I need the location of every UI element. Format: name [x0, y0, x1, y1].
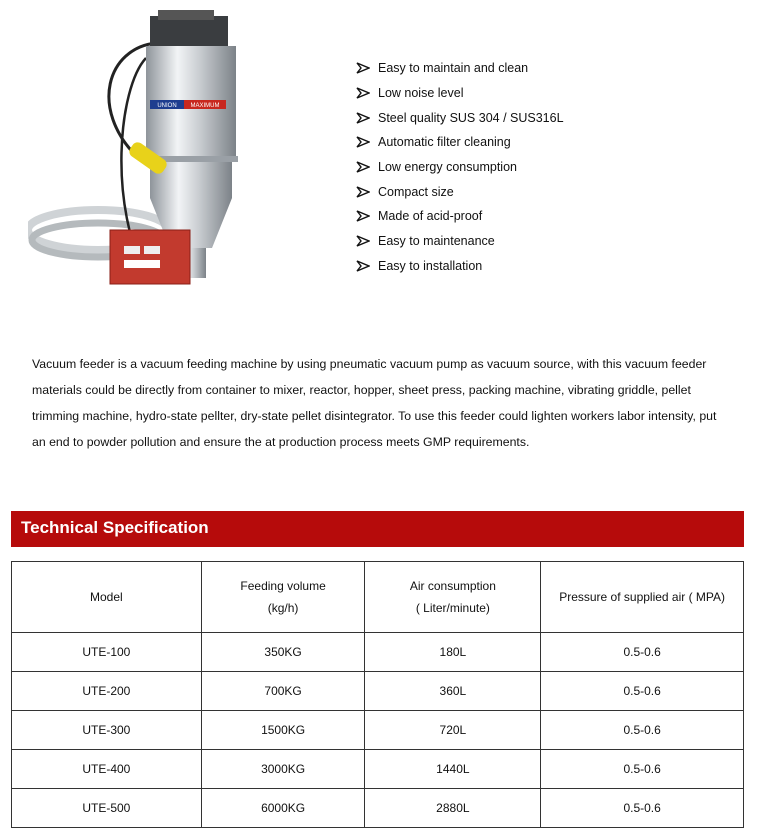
header-model: Model — [12, 562, 202, 633]
spec-header-bar — [11, 511, 744, 547]
spec-title: Technical Specification — [21, 518, 209, 537]
cell-air: 180L — [365, 633, 541, 672]
cell-pressure: 0.5-0.6 — [541, 633, 744, 672]
arrow-bullet-icon — [356, 161, 370, 173]
cell-pressure: 0.5-0.6 — [541, 750, 744, 789]
product-image — [28, 8, 250, 308]
feature-item — [356, 81, 564, 106]
feature-text: Low energy consumption — [378, 160, 517, 175]
cell-model: UTE-300 — [12, 711, 202, 750]
description-paragraph: Vacuum feeder is a vacuum feeding machine by using pneumatic vacuum pump as vacuum source, with this vacuum feeder materials could be directly from container to mixer, reactor, hopper, sheet press, packing machine, vibrating griddle, pellet trimming machine, hydro-state pellter, dry-state pellet disintegrator. To use this feeder could lighten workers labor intensity, put an end to powder pollution and ensure the at production process meets GMP requirements. — [32, 357, 717, 449]
cell-pressure: 0.5-0.6 — [541, 672, 744, 711]
cell-model: UTE-100 — [12, 633, 202, 672]
feature-text: Easy to maintenance — [378, 234, 495, 249]
cell-feeding: 6000KG — [201, 789, 365, 828]
table-header-row — [12, 562, 744, 633]
table-row — [12, 750, 744, 789]
spec-table — [11, 561, 744, 828]
cell-model: UTE-500 — [12, 789, 202, 828]
feature-item — [356, 229, 564, 254]
cell-pressure: 0.5-0.6 — [541, 789, 744, 828]
feature-text: Low noise level — [378, 86, 464, 101]
motor-top — [150, 16, 228, 46]
feature-text: Easy to maintain and clean — [378, 61, 529, 76]
cell-feeding: 350KG — [201, 633, 365, 672]
feature-list — [356, 56, 564, 278]
cell-model: UTE-200 — [12, 672, 202, 711]
table-row — [12, 672, 744, 711]
table-row — [12, 789, 744, 828]
feature-item — [356, 179, 564, 204]
arrow-bullet-icon — [356, 112, 370, 124]
feature-item — [356, 204, 564, 229]
header-pressure: Pressure of supplied air ( MPA) — [541, 562, 744, 633]
cell-pressure: 0.5-0.6 — [541, 711, 744, 750]
cell-feeding: 700KG — [201, 672, 365, 711]
cell-air: 720L — [365, 711, 541, 750]
table-row — [12, 711, 744, 750]
feature-item — [356, 155, 564, 180]
header-feeding-volume: Feeding volume (kg/h) — [201, 562, 365, 633]
arrow-bullet-icon — [356, 186, 370, 198]
table-row — [12, 633, 744, 672]
feature-item — [356, 254, 564, 279]
arrow-bullet-icon — [356, 62, 370, 74]
feature-item — [356, 105, 564, 130]
feature-text: Easy to installation — [378, 258, 483, 273]
label-left: UNION — [157, 103, 177, 109]
feature-text: Automatic filter cleaning — [378, 135, 511, 150]
feature-text: Compact size — [378, 184, 454, 199]
cell-model: UTE-400 — [12, 750, 202, 789]
arrow-bullet-icon — [356, 235, 370, 247]
feature-text: Steel quality SUS 304 / SUS316L — [378, 110, 564, 125]
control-box — [110, 230, 190, 284]
arrow-bullet-icon — [356, 136, 370, 148]
cell-feeding: 3000KG — [201, 750, 365, 789]
label-right: MAXIMUM — [190, 103, 220, 109]
header-air-consumption: Air consumption ( Liter/minute) — [365, 562, 541, 633]
cell-air: 2880L — [365, 789, 541, 828]
cell-feeding: 1500KG — [201, 711, 365, 750]
arrow-bullet-icon — [356, 210, 370, 222]
feature-item — [356, 130, 564, 155]
arrow-bullet-icon — [356, 87, 370, 99]
feature-item — [356, 56, 564, 81]
arrow-bullet-icon — [356, 260, 370, 272]
feature-text: Made of acid-proof — [378, 209, 483, 224]
cell-air: 1440L — [365, 750, 541, 789]
cell-air: 360L — [365, 672, 541, 711]
